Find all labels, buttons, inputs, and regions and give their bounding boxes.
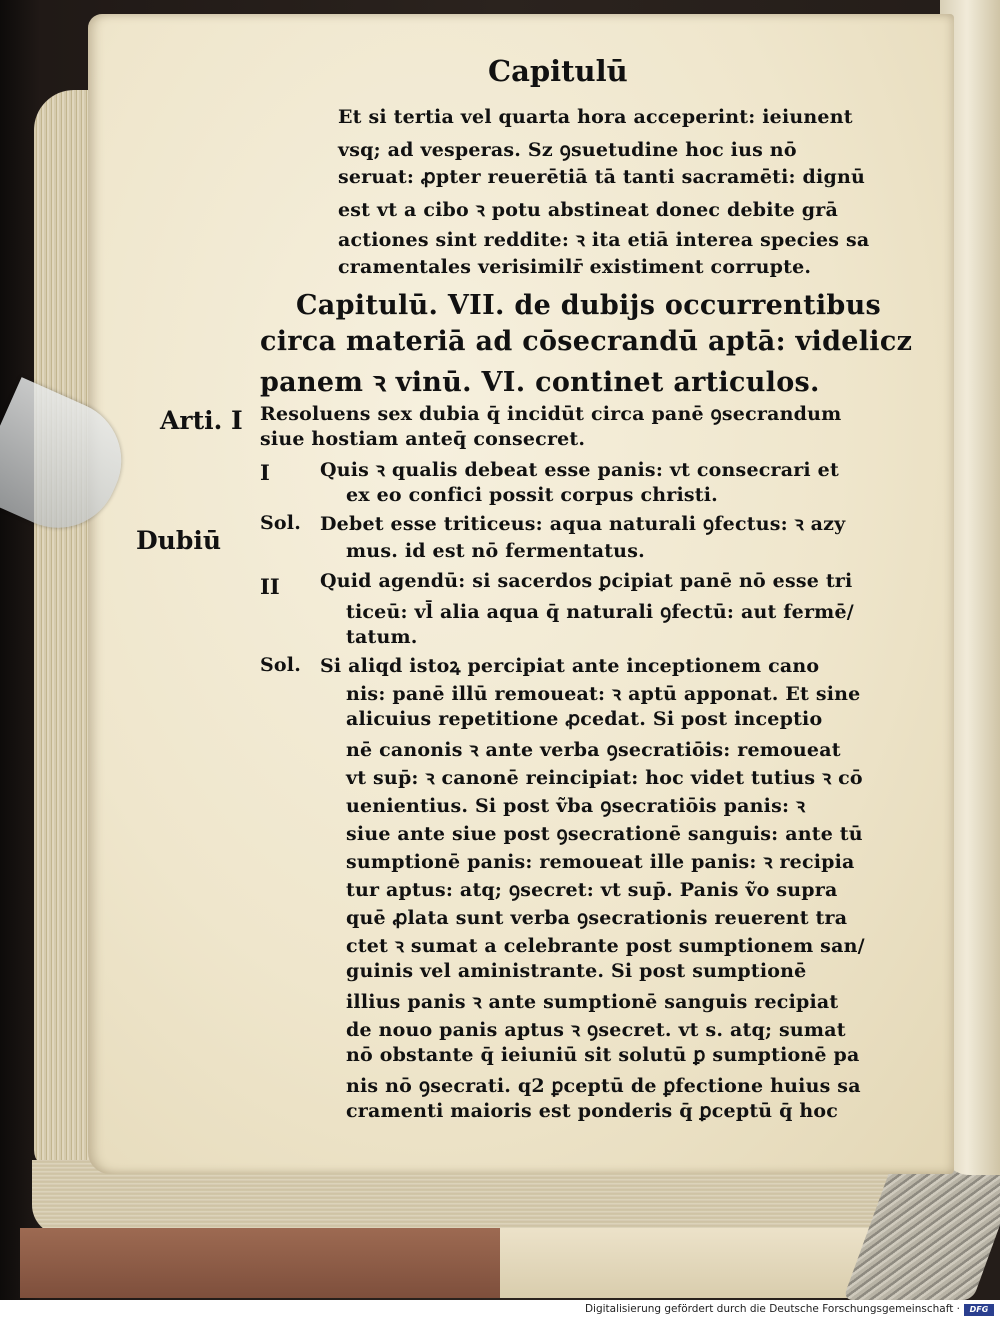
- question-numeral: I: [260, 460, 270, 485]
- text-line: Debet esse triticeus: aqua naturali ꝯfectus: ꝛ azy: [320, 513, 846, 535]
- text-line: vt sup̄: ꝛ canonē reincipiat: hoc videt tutius ꝛ cō: [346, 767, 863, 789]
- text-line: vsq; ad vesperas. Sz ꝯsuetudine hoc ius nō: [338, 139, 797, 161]
- text-line: cramenti maioris est ponderis q̄ ꝑceptū q̄ hoc: [346, 1100, 839, 1122]
- article-label: Arti. I: [160, 406, 243, 435]
- text-line: siue hostiam anteq̄ consecret.: [260, 428, 586, 450]
- text-line: cramentales verisimilr̄ existiment corrupte.: [338, 256, 812, 278]
- text-line: est vt a cibo ꝛ potu abstineat donec debite grā: [338, 199, 838, 221]
- footer-credit: Digitalisierung gefördert durch die Deutsche Forschungsgemeinschaft ·: [584, 1303, 960, 1315]
- text-line: actiones sint reddite: ꝛ ita etiā interea species sa: [338, 229, 870, 251]
- book-cover-edge: [20, 1228, 500, 1298]
- text-line: tur aptus: atq; ꝯsecret: vt sup̄. Panis ṽo supra: [346, 879, 838, 901]
- text-line: Quid agendū: si sacerdos ꝑcipiat panē nō esse tri: [320, 570, 853, 592]
- text-line: guinis vel aministrante. Si post sumptionē: [346, 960, 807, 982]
- text-line: nis: panē illū remoueat: ꝛ aptū apponat. Et sine: [346, 683, 861, 705]
- text-line: uenientius. Si post ṽba ꝯsecratiōis panis: ꝛ: [346, 795, 806, 817]
- text-line: nis nō ꝯsecrati. q2 ꝑceptū de ꝑfectione huius sa: [346, 1075, 861, 1097]
- text-line: quē ꝓlata sunt verba ꝯsecrationis reuerent tra: [346, 907, 848, 929]
- text-line: sumptionē panis: remoueat ille panis: ꝛ recipia: [346, 851, 855, 873]
- text-line: mus. id est nō fermentatus.: [346, 540, 645, 562]
- text-line: seruat: ꝓpter reuerētiā tā tanti sacramēti: dignū: [338, 166, 865, 188]
- solution-label: Sol.: [260, 654, 302, 676]
- solution-label: Sol.: [260, 512, 302, 534]
- text-line: nō obstante q̄ ieiuniū sit solutū ꝑ sumptionē pa: [346, 1044, 860, 1066]
- text-line: de nouo panis aptus ꝛ ꝯsecret. vt s. atq; sumat: [346, 1019, 846, 1041]
- digitization-footer: [0, 1300, 1000, 1321]
- text-line: ctet ꝛ sumat a celebrante post sumptionem san/: [346, 935, 865, 957]
- text-line: ticeū: vl̄ alia aqua q̄ naturali ꝯfectū: aut fermē/: [346, 601, 854, 623]
- text-line: nē canonis ꝛ ante verba ꝯsecratiōis: remoueat: [346, 739, 841, 761]
- text-line: Si aliqd istoꝝ percipiat ante inceptionem cano: [320, 655, 820, 677]
- question-numeral: II: [260, 574, 280, 599]
- heading-line: Capitulū. VII. de dubijs occurrentibus: [296, 290, 882, 321]
- text-line: siue ante siue post ꝯsecrationē sanguis: ante tū: [346, 823, 863, 845]
- text-line: tatum.: [346, 626, 418, 648]
- text-line: illius panis ꝛ ante sumptionē sanguis recipiat: [346, 991, 839, 1013]
- book-page: [88, 14, 954, 1174]
- dfg-logo-icon: DFG: [964, 1304, 994, 1316]
- text-line: Resoluens sex dubia q̄ incidūt circa panē ꝯsecrandum: [260, 403, 842, 425]
- heading-line: panem ꝛ vinū. VI. continet articulos.: [260, 367, 820, 398]
- text-line: Et si tertia vel quarta hora acceperint: ieiunent: [338, 106, 853, 128]
- text-line: Quis ꝛ qualis debeat esse panis: vt consecrari et: [320, 459, 839, 481]
- text-line: ex eo confici possit corpus christi.: [346, 484, 718, 506]
- page-stack-edge: [34, 90, 94, 1170]
- text-line: alicuius repetitione ꝓcedat. Si post inceptio: [346, 708, 823, 730]
- dubium-label: Dubiū: [136, 526, 222, 555]
- running-head: Capitulū: [488, 54, 628, 88]
- heading-line: circa materiā ad cōsecrandū aptā: videlicz: [260, 326, 913, 357]
